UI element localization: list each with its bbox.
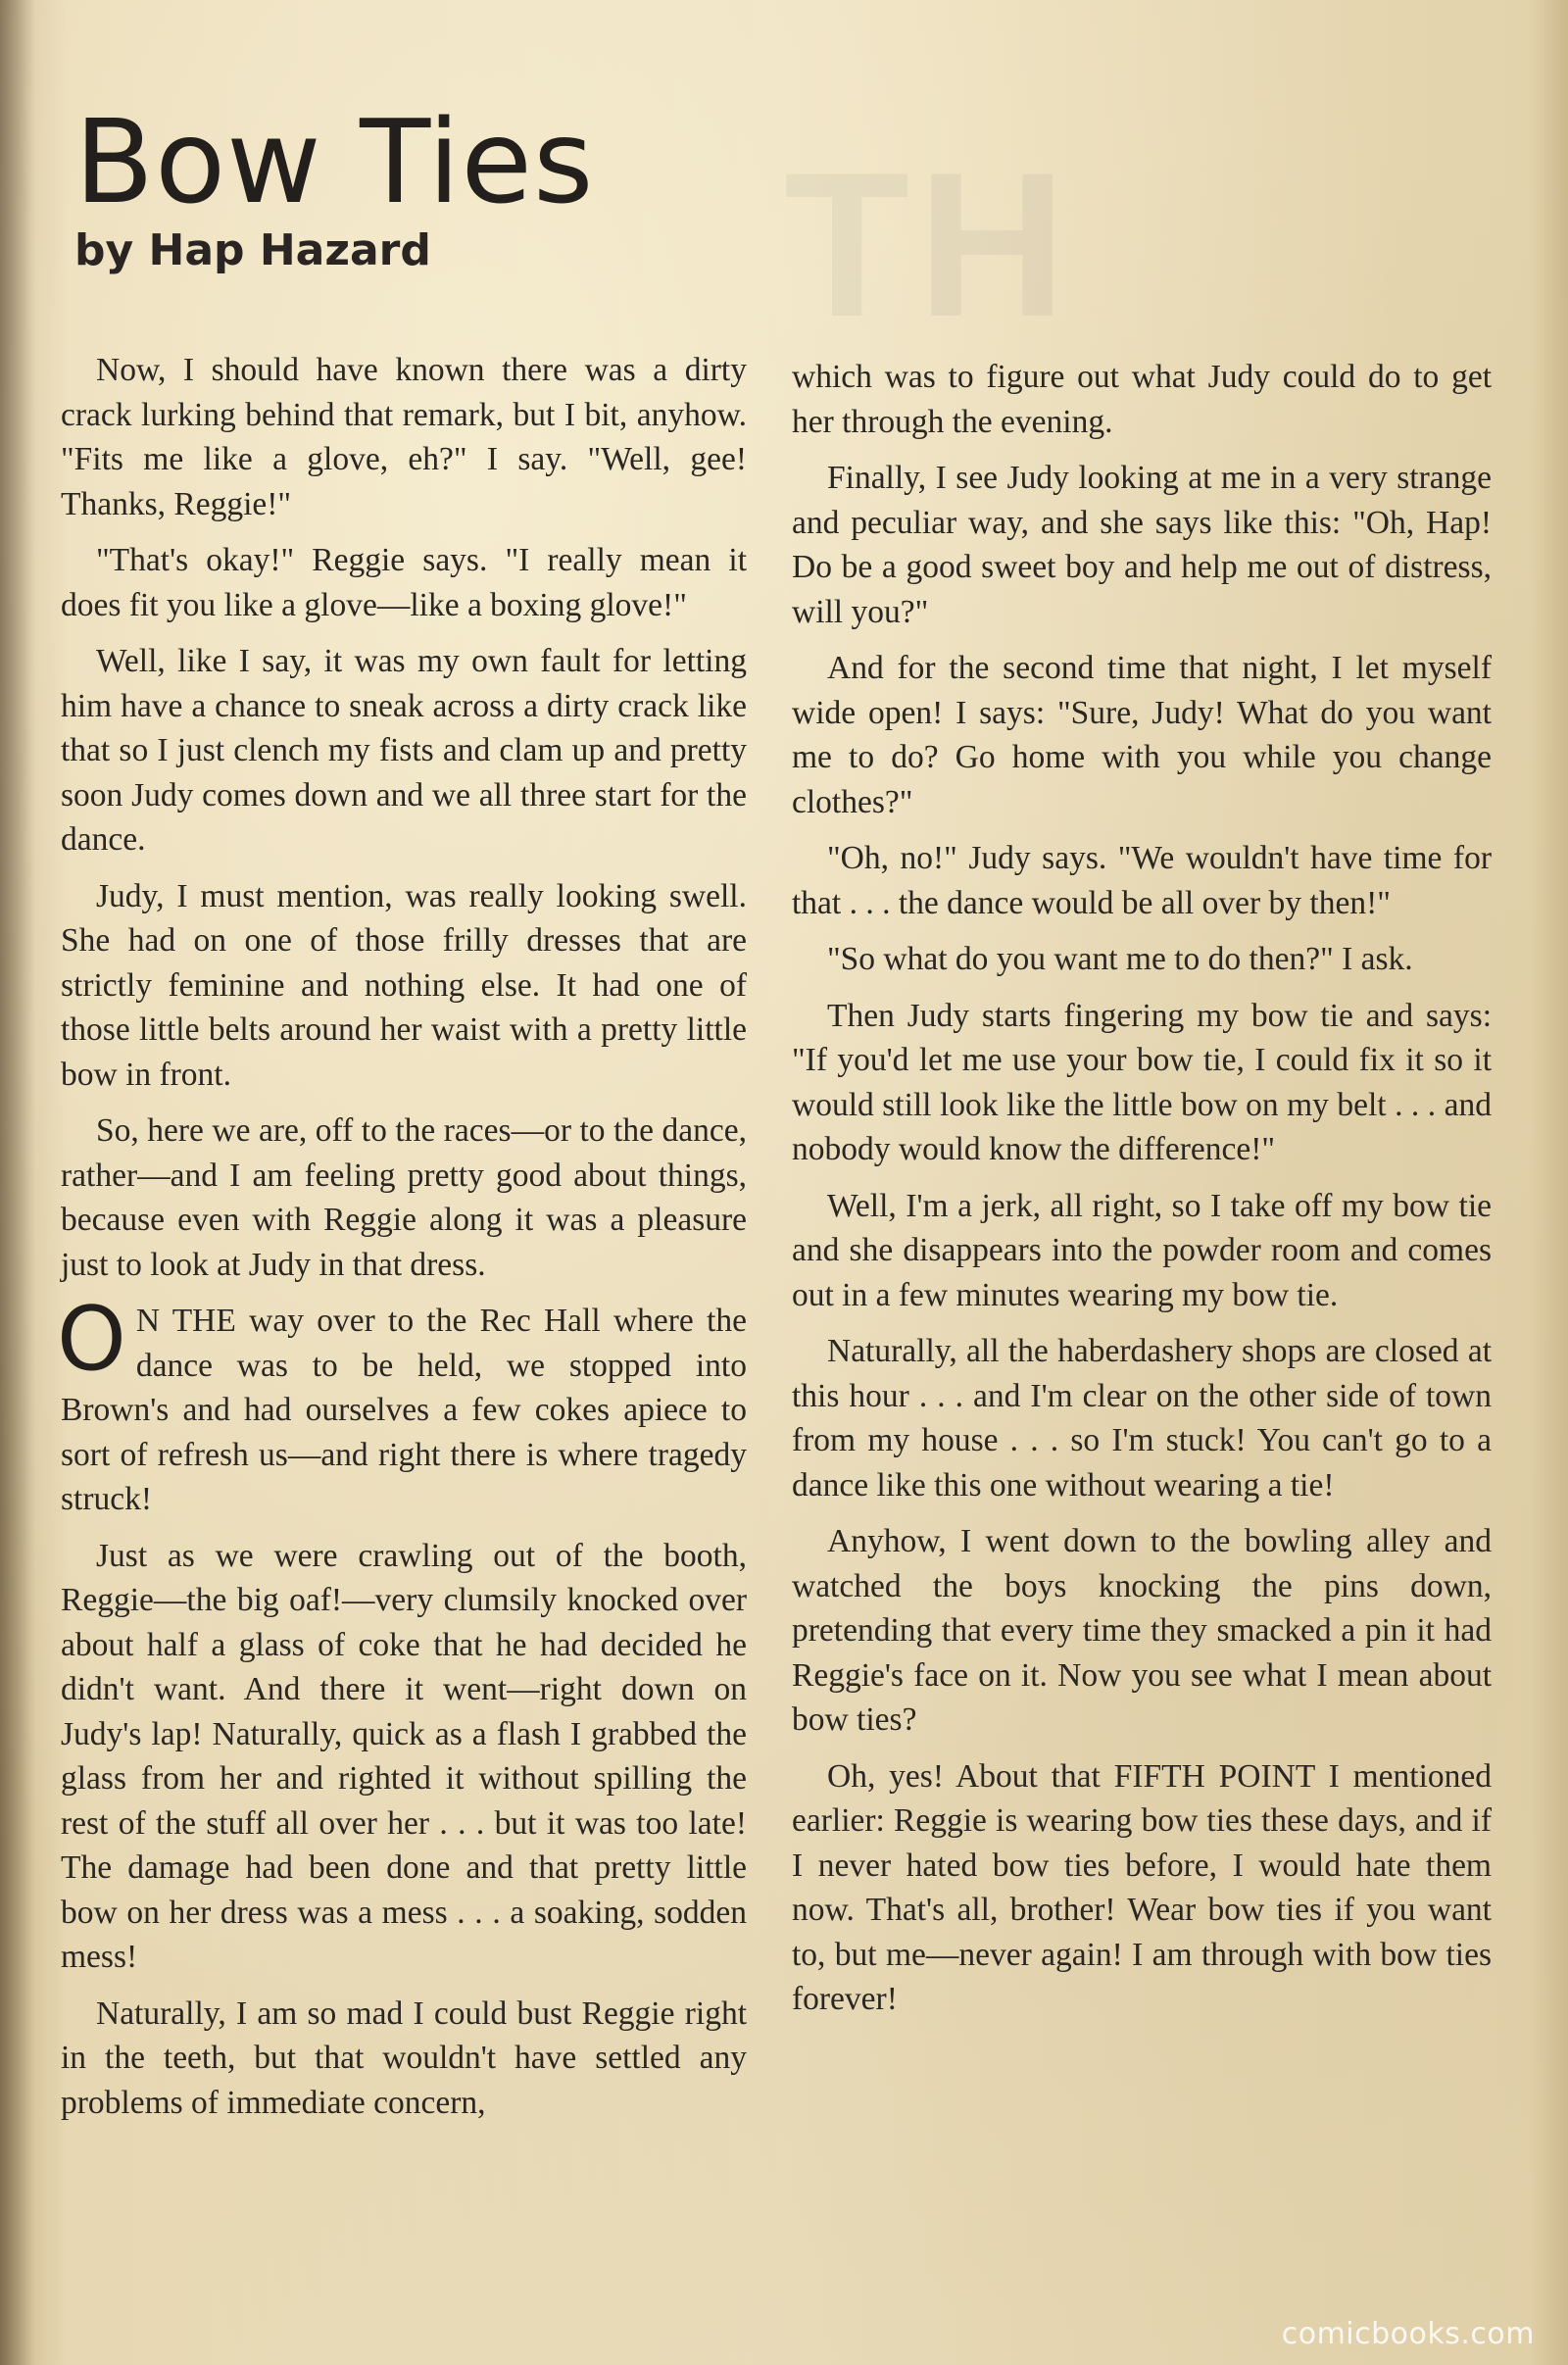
show-through-print: TH — [784, 129, 1074, 360]
paragraph: "So what do you want me to do then?" I ask. — [827, 941, 1413, 977]
paragraph: Naturally, all the haberdashery shops are closed at this hour . . . and I'm clear on the other side of town from my house . . . so I'm stuck! You can't go to a dance like this one without wearing a tie! — [792, 1333, 1492, 1503]
paragraph: "Oh, no!" Judy says. "We wouldn't have time for that . . . the dance would be all over by then!" — [792, 840, 1492, 921]
right-column — [792, 355, 1492, 2034]
drop-cap: O — [57, 1288, 126, 1391]
paragraph: Judy, I must mention, was really looking swell. She had on one of those frilly dresses that are strictly feminine and nothing else. It had one of those little belts around her waist with a pretty little bow in front. — [61, 877, 747, 1093]
paragraph: Just as we were crawling out of the booth, Reggie—the big oaf!—very clumsily knocked over about half a glass of coke that he had decided he didn't want. And there it went—right down on Judy's lap! Naturally, quick as a flash I grabbed the glass from her and righted it without spilling the rest of the stuff all over her . . . but it was too late! The damage had been done and that pretty little bow on her dress was a mess . . . a soaking, sodden mess! — [61, 1537, 747, 1975]
paragraph: Anyhow, I went down to the bowling alley and watched the boys knocking the pins down, pretending that every time they smacked a pin it had Reggie's face on it. Now you see what I mean about bow ties? — [792, 1523, 1492, 1738]
page-spine-shadow — [0, 0, 35, 2365]
paragraph: So, here we are, off to the races—or to the dance, rather—and I am feeling pretty good about things, because even with Reggie along it was a pleasure just to look at Judy in that dress. — [61, 1112, 747, 1283]
article-title: Bow Ties — [74, 94, 595, 229]
paragraph-with-dropcap — [57, 1288, 747, 1522]
paragraph-continued: which was to figure out what Judy could do to get her through the evening. — [792, 359, 1492, 440]
paragraph: Oh, yes! About that FIFTH POINT I mentioned earlier: Reggie is wearing bow ties these days, and if I never hated bow ties before, I would hate them now. That's all, brother! Wear bow ties if you want to, but me—never again! I am through with bow ties forever! — [792, 1757, 1492, 2017]
paragraph: Well, like I say, it was my own fault for letting him have a chance to sneak across a dirty crack like that so I just clench my fists and clam up and pretty soon Judy comes down and we all three start for the dance. — [61, 643, 747, 858]
paragraph-text: N THE way over to the Rec Hall where the dance was to be held, we stopped into Brown's and had ourselves a few cokes apiece to sort of refresh us—and right there is where tragedy struck! — [61, 1303, 747, 1517]
article-byline: by Hap Hazard — [74, 225, 431, 275]
paragraph: Then Judy starts fingering my bow tie and says: "If you'd let me use your bow tie, I could fix it so it would still look like the little bow on my belt . . . and nobody would know the difference!" — [792, 997, 1492, 1167]
paragraph: Well, I'm a jerk, all right, so I take off my bow tie and she disappears into the powder room and comes out in a few minutes wearing my bow tie. — [792, 1187, 1492, 1313]
paragraph: And for the second time that night, I let myself wide open! I says: "Sure, Judy! What do you want me to do? Go home with you while you change clothes?" — [792, 650, 1492, 820]
paragraph: Naturally, I am so mad I could bust Reggie right in the teeth, but that wouldn't have settled any problems of immediate concern, — [61, 1995, 747, 2121]
left-column — [57, 348, 747, 2137]
site-watermark: comicbooks.com — [1281, 2317, 1535, 2351]
paragraph: "That's okay!" Reggie says. "I really mean it does fit you like a glove—like a boxing glove!" — [61, 542, 747, 623]
paragraph: Now, I should have known there was a dirty crack lurking behind that remark, but I bit, anyhow. "Fits me like a glove, eh?" I say. "Well, gee! Thanks, Reggie!" — [61, 352, 747, 522]
paragraph: Finally, I see Judy looking at me in a very strange and peculiar way, and she says like this: "Oh, Hap! Do be a good sweet boy and help me out of distress, will you?" — [792, 460, 1492, 630]
